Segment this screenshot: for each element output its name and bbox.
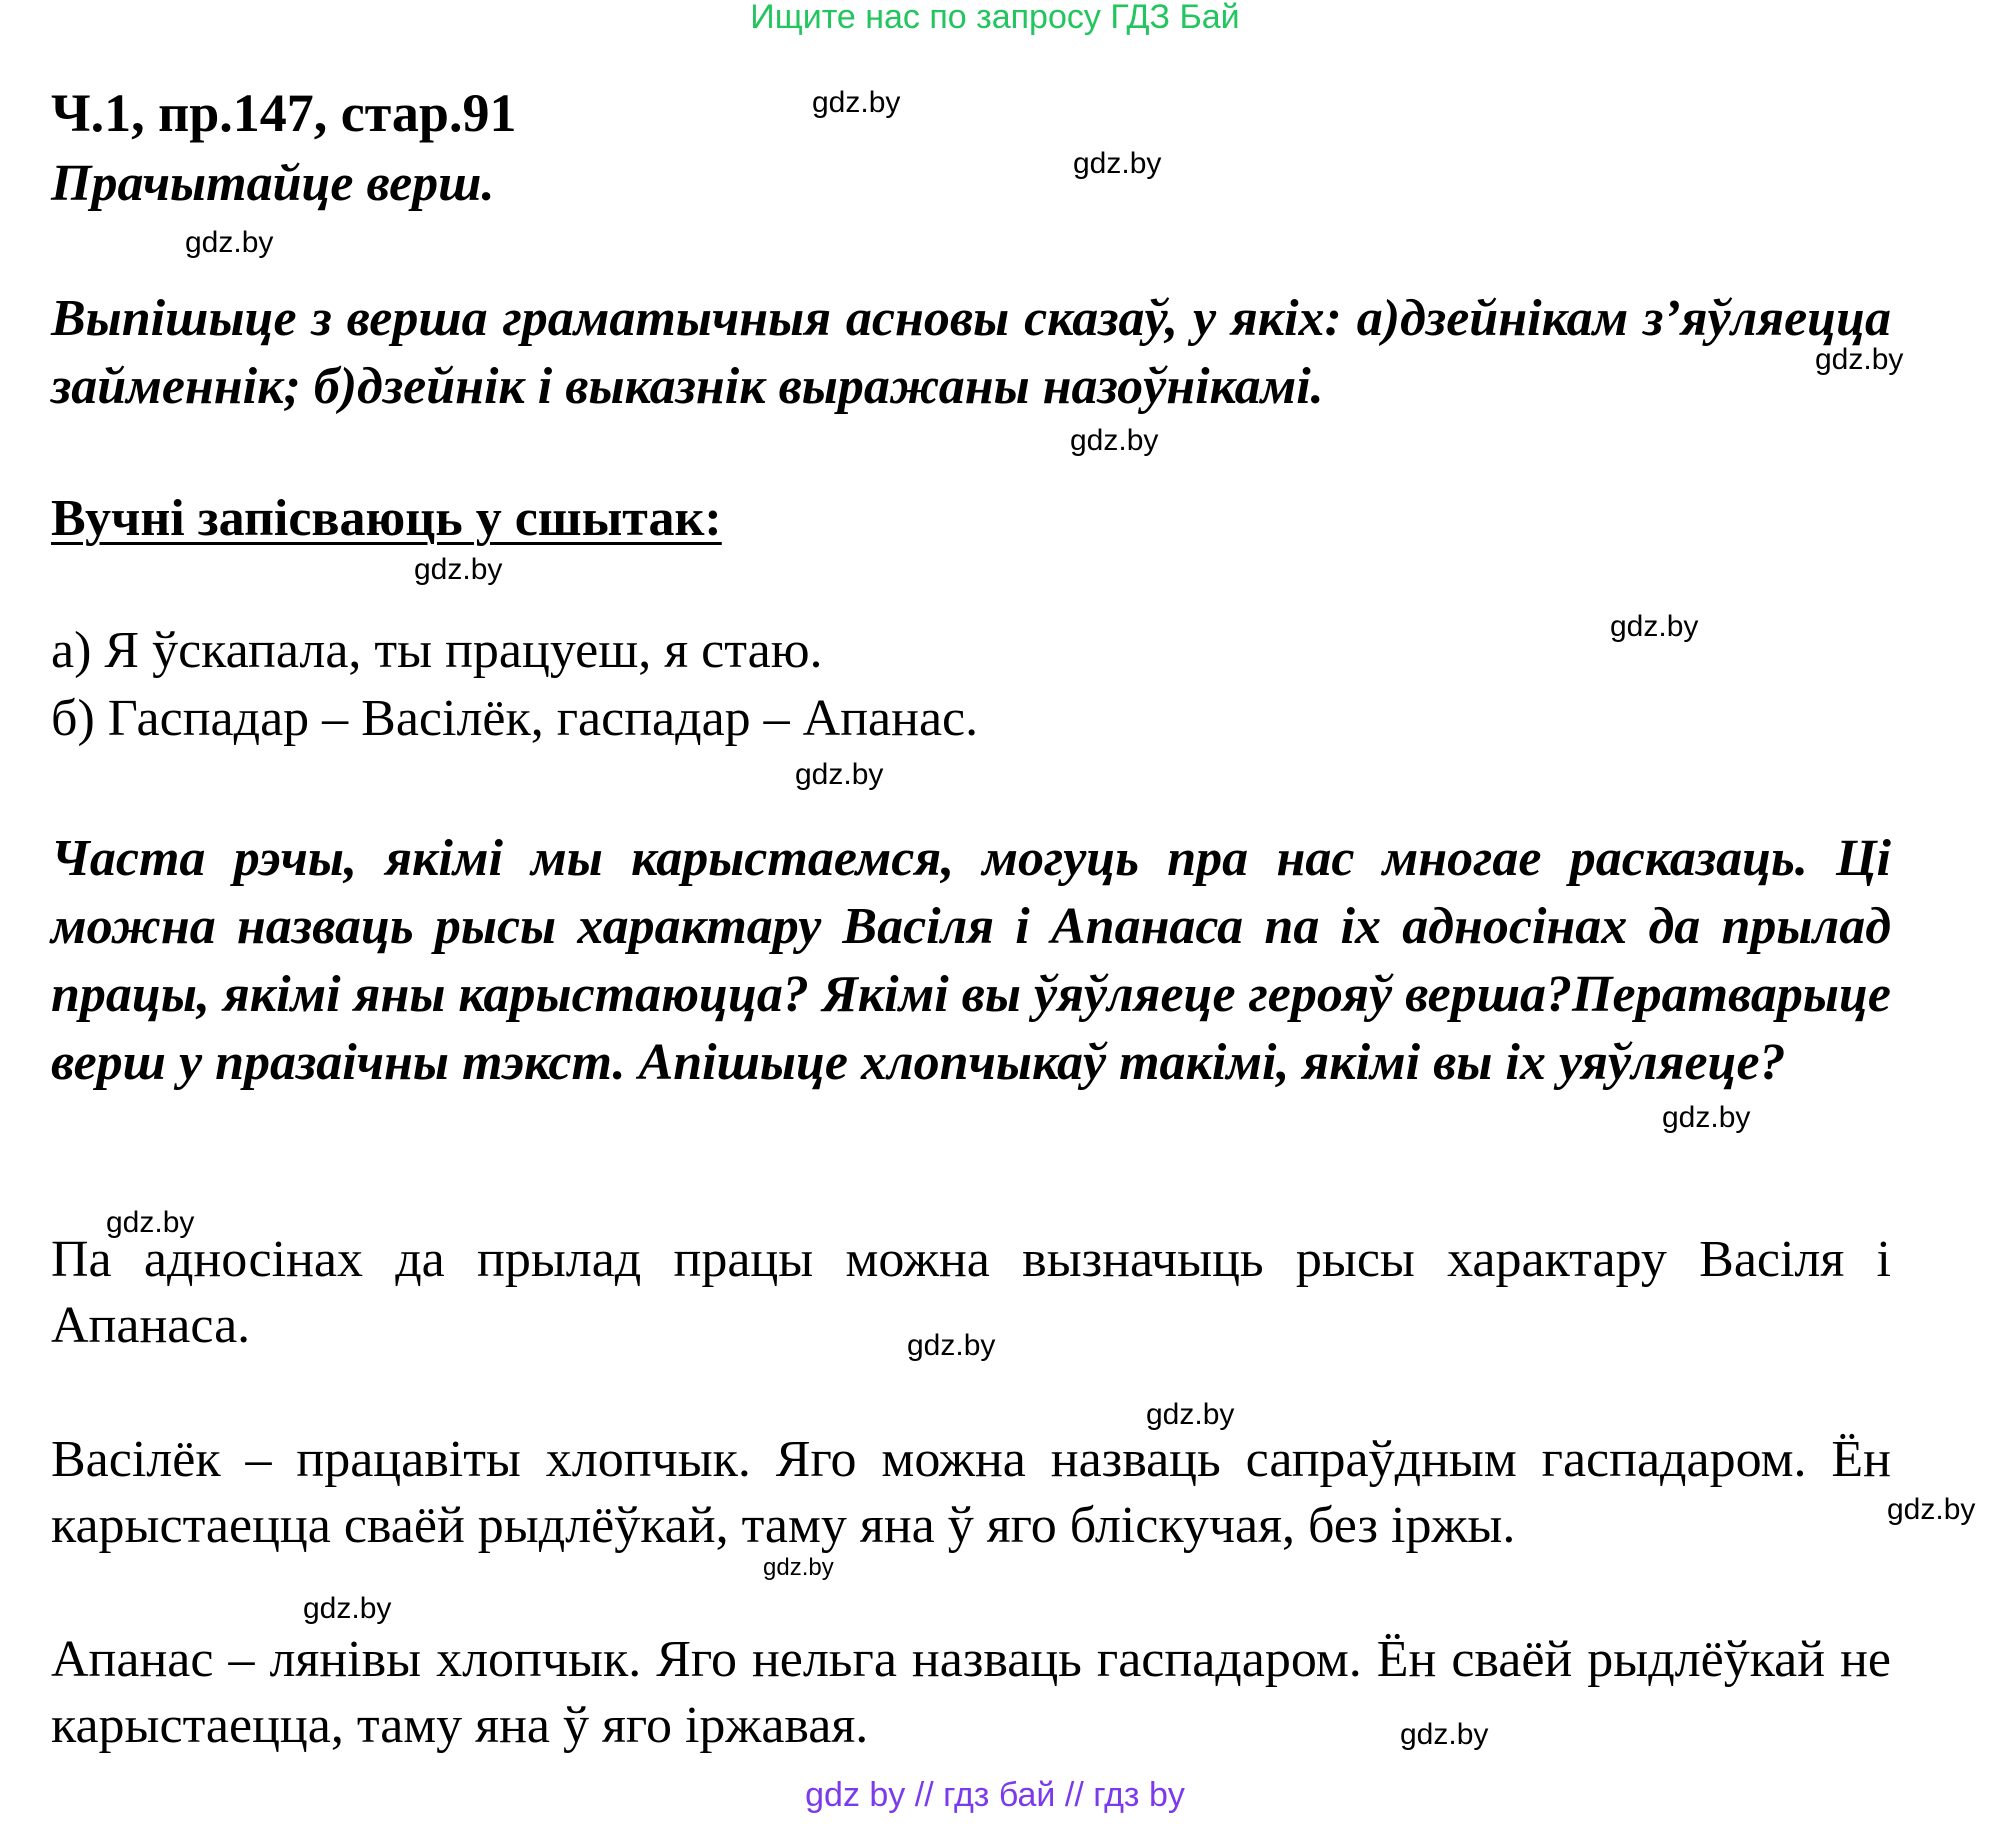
task-instruction-1: Выпішыце з верша граматычныя асновы сказаў, у якіх: а)дзейнікам з’яўляецца займеннік; б)дзейнік і выказнік выражаны назоўнікамі. [51, 290, 1891, 415]
watermark: gdz.by [1887, 1493, 1976, 1526]
watermark: gdz.by [907, 1329, 996, 1362]
watermark: gdz.by [414, 553, 503, 586]
watermark: gdz.by [1073, 147, 1162, 180]
page-title: Ч.1, пр.147, стар.91 [51, 83, 517, 143]
answer-paragraph-3: Апанас – лянівы хлопчык. Яго нельга назваць гаспадаром. Ён сваёй рыдлёўкай не карыстаецца, таму яна ў яго іржавая. [51, 1631, 1891, 1754]
answer-paragraph-1: Па адносінах да прылад працы можна вызначыць рысы характару Васіля і Апанаса. [51, 1231, 1891, 1354]
watermark: gdz.by [1070, 424, 1159, 457]
watermark: gdz.by [1400, 1718, 1489, 1751]
watermark: gdz.by [185, 226, 274, 259]
students-heading: Вучні запісваюць у сшытак: [51, 490, 722, 547]
watermark: gdz.by [795, 758, 884, 791]
watermark: gdz.by [1815, 343, 1904, 376]
watermark: gdz.by [106, 1206, 195, 1239]
watermark: gdz.by [1146, 1398, 1235, 1431]
top-banner: Ищите нас по запросу ГДЗ Бай [750, 0, 1240, 36]
task-instruction-2: Часта рэчы, якімі мы карыстаемся, могуць пра нас многае расказаць. Ці можна назваць рысы характару Васіля і Апанаса па іх адносінах да прылад працы, якімі яны карыстаюцца? Якімі вы ўяўляеце герояў верша?Ператварыце верш у празаічны тэкст. Апішыце хлопчыкаў такімі, якімі вы іх уяўляеце? [51, 830, 1891, 1091]
footer-watermark: gdz by // гдз бай // гдз by [805, 1776, 1185, 1814]
watermark: gdz.by [1610, 610, 1699, 643]
watermark: gdz.by [763, 1554, 834, 1581]
page-subtitle: Прачытайце верш. [51, 155, 495, 212]
watermark: gdz.by [812, 86, 901, 119]
answer-b: б) Гаспадар – Васілёк, гаспадар – Апанас. [51, 690, 979, 747]
answer-paragraph-2: Васілёк – працавіты хлопчык. Яго можна назваць сапраўдным гаспадаром. Ён карыстаецца сваёй рыдлёўкай, таму яна ў яго бліскучая, без іржы. [51, 1431, 1891, 1554]
watermark: gdz.by [303, 1592, 392, 1625]
answer-a: а) Я ўскапала, ты працуеш, я стаю. [51, 622, 823, 679]
watermark: gdz.by [1662, 1101, 1751, 1134]
